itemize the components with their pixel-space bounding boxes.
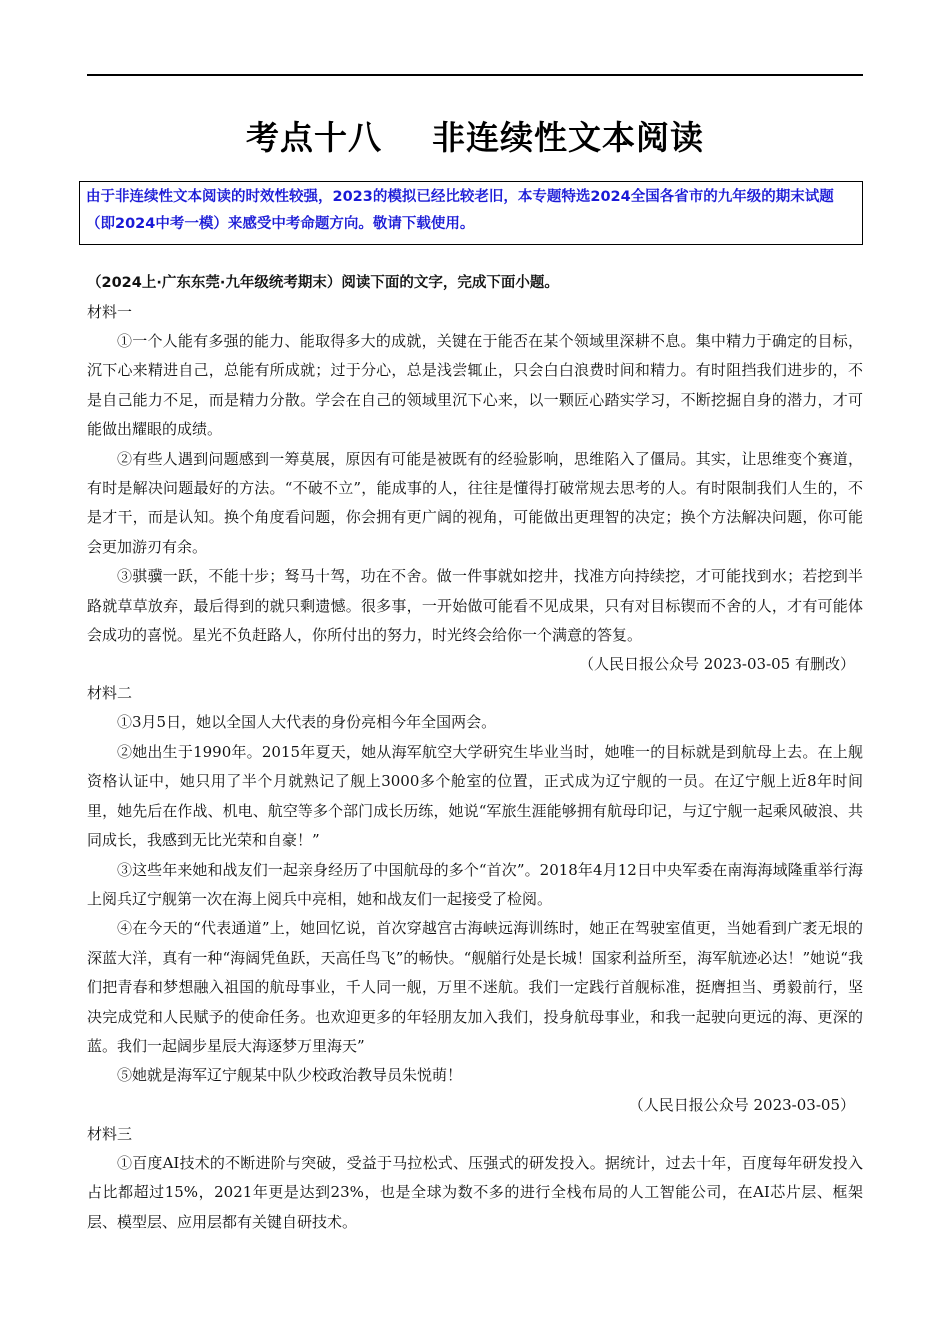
paragraph: ①百度AI技术的不断进阶与突破，受益于马拉松式、压强式的研发投入。据统计，过去十年，百度每年研发投入占比都超过15%，2021年更是达到23%，也是全球为数不多的进行全栈布局的人工智能公司，在AI芯片层、框架层、模型层、应用层都有关键自研技术。 xyxy=(87,1153,863,1231)
page-title: 考点十八 非连续性文本阅读 xyxy=(246,118,704,157)
paragraph: ①3月5日，她以全国人大代表的身份亮相今年全国两会。 xyxy=(117,713,497,732)
paragraph: ③骐骥一跃，不能十步；驽马十驾，功在不舍。做一件事就如挖井，找准方向持续挖，才可能找到水；若挖到半路就草草放弃，最后得到的就只剩遗憾。很多事，一开始做可能看不见成果，只有对目标锲而不舍的人，才有可能体会成功的喜悦。星光不负赶路人，你所付出的努力，时光终会给你一个满意的答复。 xyxy=(87,567,863,645)
header-rule xyxy=(87,74,863,76)
paragraph: ⑤她就是海军辽宁舰某中队少校政治教导员朱悦萌！ xyxy=(117,1066,463,1085)
material-label: 材料一 xyxy=(87,303,133,321)
paragraph: ②她出生于1990年。2015年夏天，她从海军航空大学研究生毕业当时，她唯一的目标就是到航母上去。在上舰资格认证中，她只用了半个月就熟记了舰上3000多个舱室的位置，正式成为辽宁舰的一员。在辽宁舰上近8年时间里，她先后在作战、机电、航空等多个部门成长历练，她说“军旅生涯能够拥有航母印记，与辽宁舰一起乘风破浪、共同成长，我感到无比光荣和自豪！” xyxy=(87,742,863,850)
material-label: 材料三 xyxy=(87,1124,133,1143)
material-label: 材料二 xyxy=(87,684,133,703)
paragraph: ②有些人遇到问题感到一筹莫展，原因有可能是被既有的经验影响，思维陷入了僵局。其实，让思维变个赛道，有时是解决问题最好的方法。“不破不立”，能成事的人，往往是懂得打破常规去思考的人。有时限制我们人生的，不是才干，而是认知。换个角度看问题，你会拥有更广阔的视角，可能做出更理智的决定；换个方法解决问题，你可能会更加游刃有余。 xyxy=(87,449,863,556)
source-citation: （人民日报公众号 2023-03-05） xyxy=(628,1095,855,1114)
paragraph: ①一个人能有多强的能力、能取得多大的成就，关键在于能否在某个领域里深耕不息。集中精力于确定的目标，沉下心来精进自己，总能有所成就；过于分心，总是浅尝辄止，只会白白浪费时间和精力。有时阻挡我们进步的，不是自己能力不足，而是精力分散。学会在自己的领域里沉下心来，以一颗匠心踏实学习，不断挖掘自身的潜力，才可能做出耀眼的成绩。 xyxy=(87,332,863,439)
notice-box xyxy=(79,181,863,245)
reading-content xyxy=(87,269,863,1237)
notice-text: 由于非连续性文本阅读的时效性较强，2023的模拟已经比较老旧，本专题特选2024全国各省市的九年级的期末试题（即2024中考一模）来感受中考命题方向。敬请下载使用。 xyxy=(86,189,834,232)
question-header: （2024上·广东东莞·九年级统考期末）阅读下面的文字，完成下面小题。 xyxy=(87,275,559,291)
paragraph: ③这些年来她和战友们一起亲身经历了中国航母的多个“首次”。2018年4月12日中央军委在南海海域隆重举行海上阅兵辽宁舰第一次在海上阅兵中亮相，她和战友们一起接受了检阅。 xyxy=(87,860,863,908)
source-citation: （人民日报公众号 2023-03-05 有删改） xyxy=(578,655,855,674)
paragraph: ④在今天的“代表通道”上，她回忆说，首次穿越宫古海峡远海训练时，她正在驾驶室值更，当她看到广袤无垠的深蓝大洋，真有一种“海阔凭鱼跃，天高任鸟飞”的畅快。“舰艏行处是长城！国家利益所至，海军航迹必达！”她说“我们把青春和梦想融入祖国的航母事业，千人同一舰，万里不迷航。我们一定践行首舰标准，挺膺担当、勇毅前行，坚决完成党和人民赋予的使命任务。也欢迎更多的年轻朋友加入我们，投身航母事业，和我一起驶向更远的海、更深的蓝。我们一起阔步星辰大海逐梦万里海天” xyxy=(87,919,863,1055)
